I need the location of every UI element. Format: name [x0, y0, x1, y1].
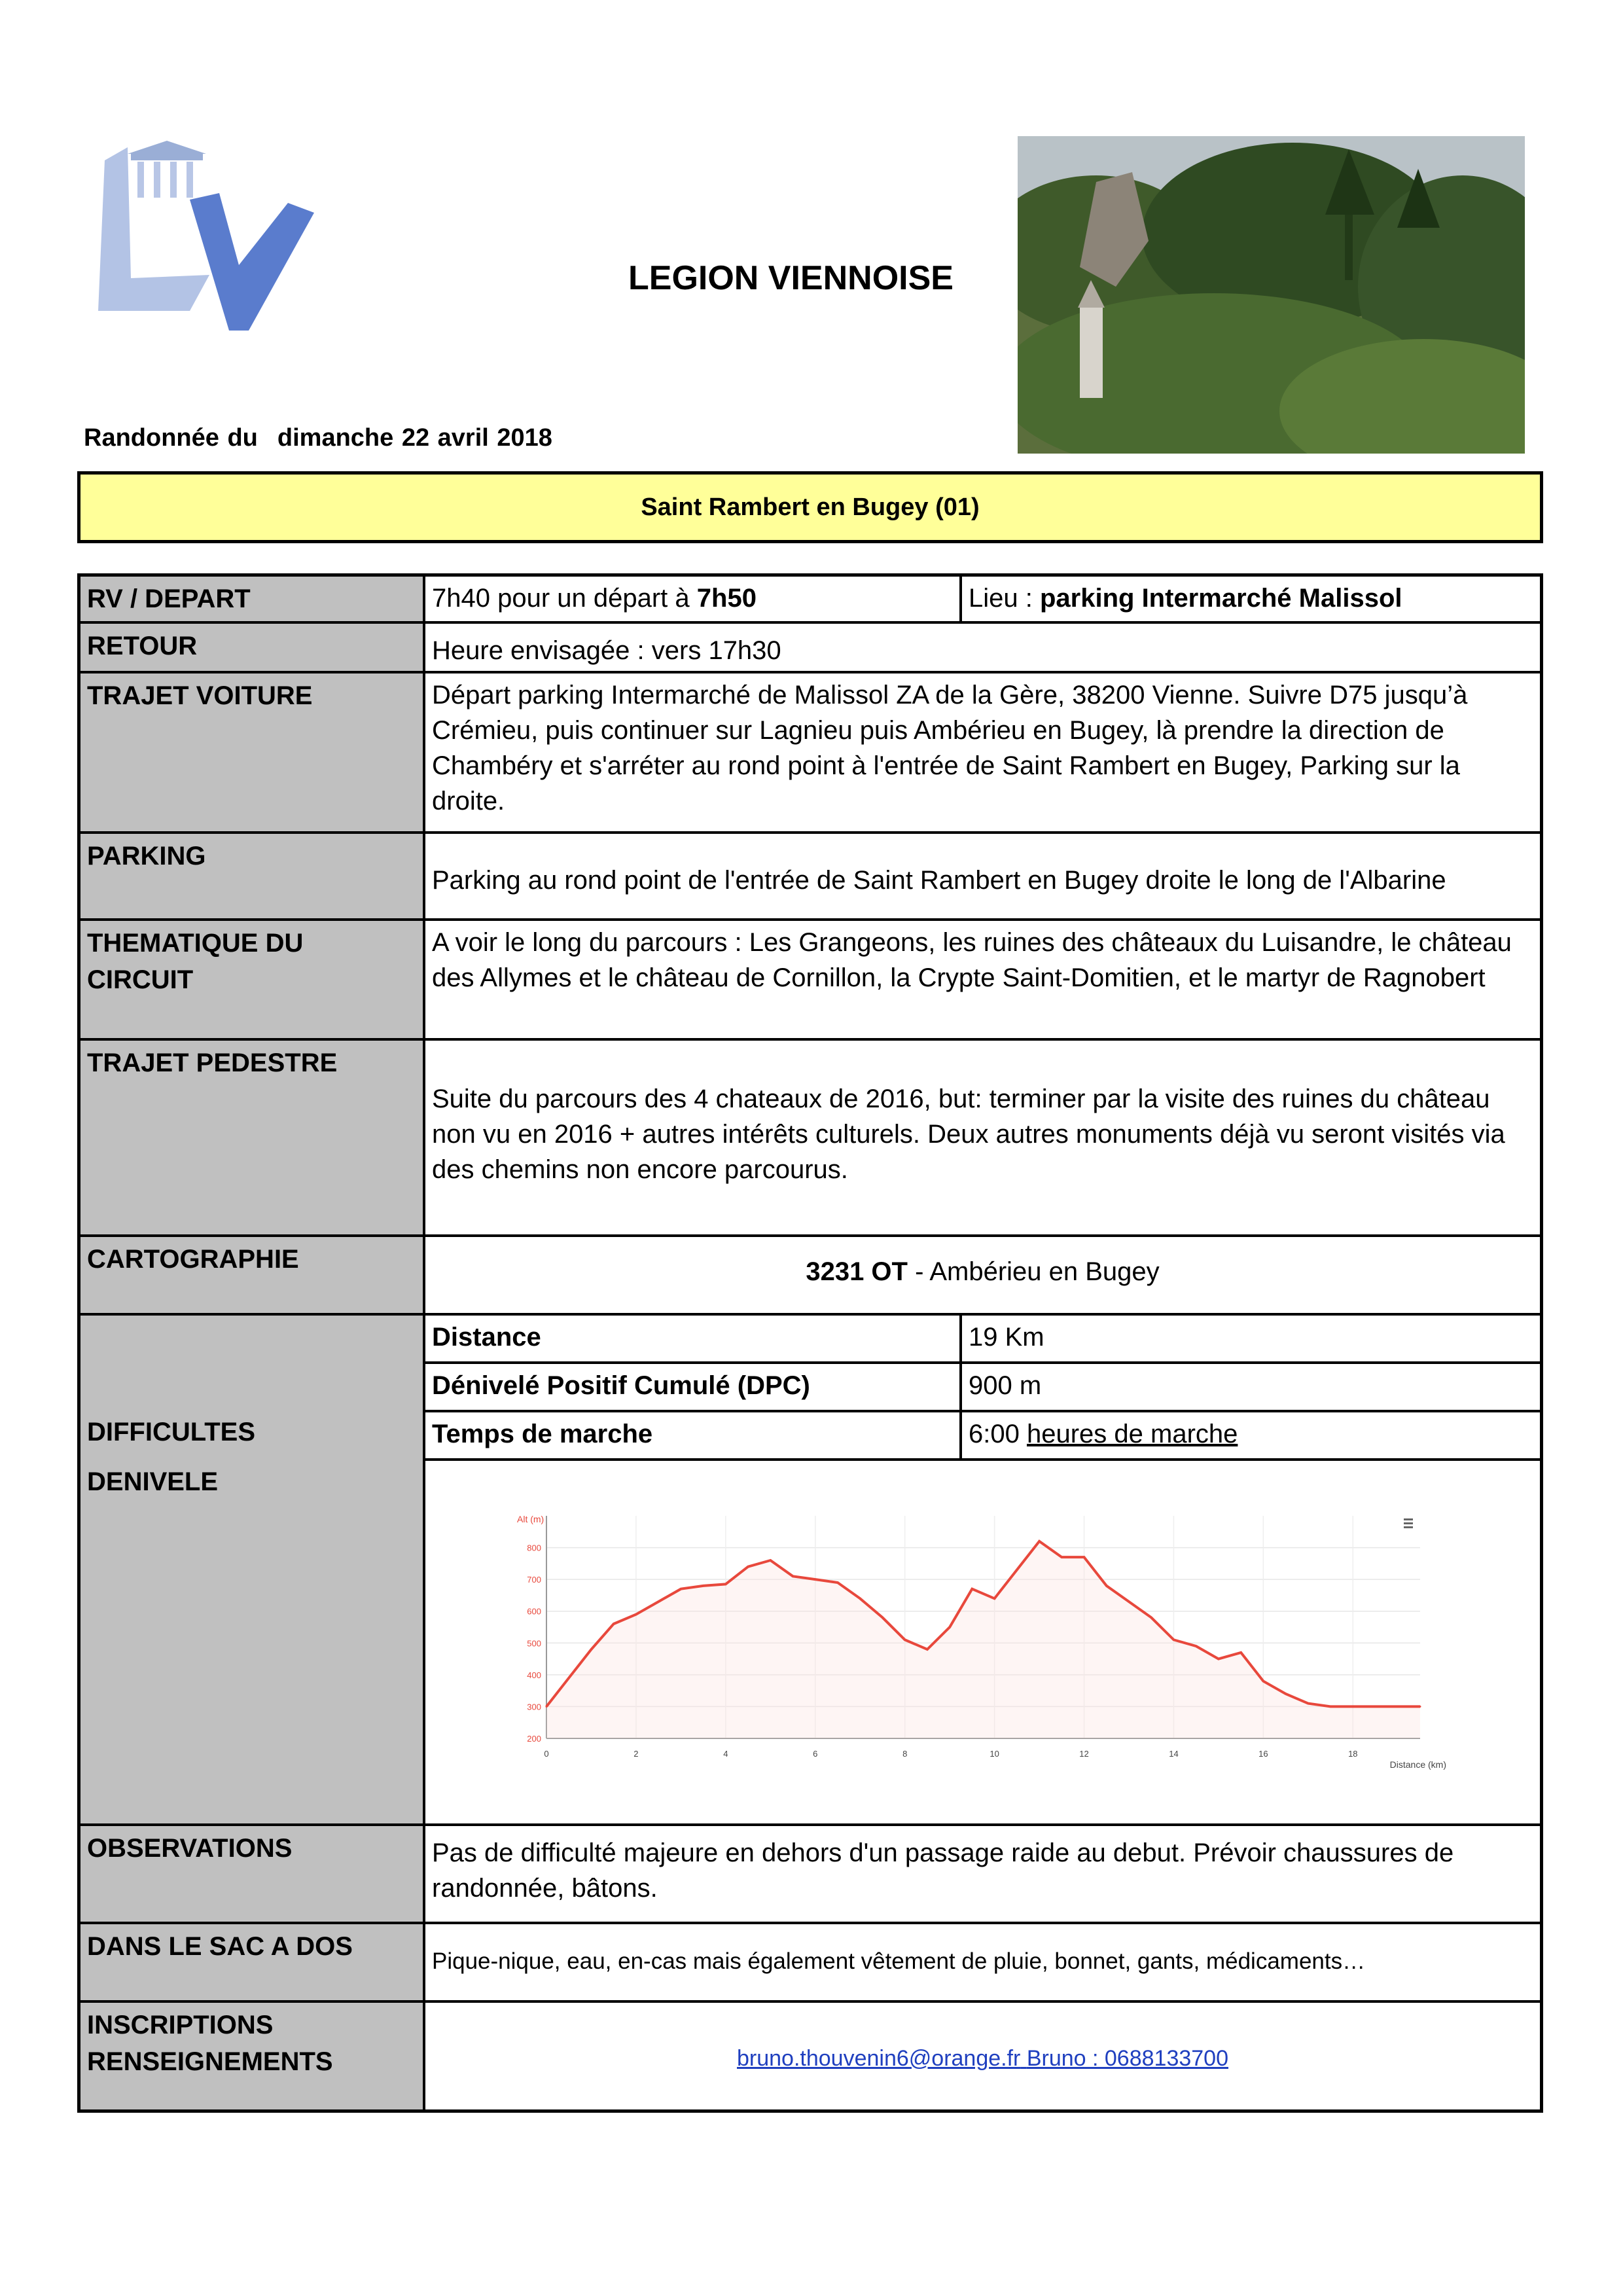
- label-thematique-line2: CIRCUIT: [87, 965, 194, 994]
- label-difficultes: [80, 1313, 423, 1823]
- cartographie-cell: [423, 1234, 1540, 1313]
- contact-phone-link[interactable]: Bruno : 0688133700: [1026, 2046, 1228, 2071]
- label-parking: [80, 831, 423, 918]
- y-tick-label: 800: [527, 1543, 541, 1553]
- elevation-point: [837, 1582, 839, 1584]
- dpc-value: 900 m: [969, 1371, 1042, 1400]
- elevation-point: [1240, 1651, 1242, 1653]
- label-retour: [80, 621, 423, 671]
- label-renseignements-line2: RENSEIGNEMENTS: [87, 2047, 333, 2076]
- elevation-point: [1173, 1639, 1175, 1641]
- elevation-point: [1061, 1556, 1063, 1558]
- elevation-point: [1128, 1601, 1130, 1603]
- x-tick-label: 8: [902, 1749, 908, 1759]
- trajet-voiture-value: Départ parking Intermarché de Malissol ZA de la Gère, 38200 Vienne. Suivre D75 jusqu’à Crémieu, puis continuer sur Lagnieu puis Ambérieu en Bugey, là prendre la direction de Chambéry et s'arréter au rond point à l'entrée de Saint Rambert en Bugey, Parking sur la droite.: [432, 681, 1468, 816]
- label-sac-text: DANS LE SAC A DOS: [87, 1932, 353, 1961]
- elevation-point: [1262, 1680, 1264, 1682]
- elevation-point: [792, 1575, 794, 1577]
- elevation-point: [568, 1677, 570, 1679]
- y-tick-label: 600: [527, 1606, 541, 1617]
- elevation-point: [1352, 1706, 1354, 1708]
- x-tick-label: 16: [1258, 1749, 1268, 1759]
- x-tick-label: 4: [723, 1749, 728, 1759]
- label-parking-text: PARKING: [87, 842, 206, 870]
- label-trajet-pedestre-text: TRAJET PEDESTRE: [87, 1049, 338, 1077]
- temps-suffix: heures de marche: [1026, 1420, 1238, 1448]
- y-tick-label: 500: [527, 1638, 541, 1649]
- map-name: - Ambérieu en Bugey: [915, 1257, 1160, 1286]
- elevation-point: [590, 1649, 592, 1651]
- contact-email-link[interactable]: bruno.thouvenin6@orange.fr: [737, 2046, 1021, 2071]
- chart-ylabel: Alt (m): [517, 1514, 544, 1524]
- label-cartographie: [80, 1234, 423, 1313]
- hike-title-box: [77, 471, 1543, 543]
- elevation-point: [1307, 1702, 1309, 1704]
- elevation-point: [613, 1623, 615, 1625]
- temps-label-cell: [423, 1410, 959, 1458]
- trajet-pedestre-cell: [423, 1038, 1540, 1234]
- x-tick-label: 6: [813, 1749, 818, 1759]
- observations-value: Pas de difficulté majeure en dehors d'un passage raide au debut. Prévoir chaussures de randonnée, bâtons.: [432, 1839, 1454, 1903]
- temps-label: Temps de marche: [432, 1420, 653, 1448]
- y-tick-label: 700: [527, 1575, 541, 1585]
- trajet-voiture-cell: [423, 671, 1540, 831]
- thematique-cell: [423, 918, 1540, 1038]
- x-tick-label: 0: [544, 1749, 549, 1759]
- label-trajet-voiture-text: TRAJET VOITURE: [87, 681, 313, 710]
- rv-place-prefix: Lieu :: [969, 584, 1033, 613]
- rv-time-prefix: 7h40 pour un départ à: [432, 584, 690, 613]
- dpc-label: Dénivelé Positif Cumulé (DPC): [432, 1371, 810, 1400]
- label-observations-text: OBSERVATIONS: [87, 1834, 293, 1863]
- elevation-point: [1397, 1706, 1399, 1708]
- rv-time-cell: [423, 577, 959, 621]
- elevation-area: [546, 1541, 1420, 1738]
- label-thematique: [80, 918, 423, 1038]
- elevation-point: [680, 1588, 682, 1590]
- trajet-pedestre-value: Suite du parcours des 4 chateaux de 2016, but: terminer par la visite des ruines du château non vu en 2016 + autres intérêts culturels. Deux autres monuments déjà vu seront visités via des chemins non encore parcourus.: [432, 1085, 1505, 1184]
- elevation-point: [904, 1639, 906, 1641]
- distance-label-cell: [423, 1313, 959, 1361]
- distance-label: Distance: [432, 1323, 541, 1352]
- rv-place-cell: [959, 577, 1540, 621]
- sac-cell: [423, 1922, 1540, 2000]
- elevation-point: [993, 1598, 995, 1600]
- elevation-point: [546, 1706, 548, 1708]
- elevation-point: [859, 1598, 861, 1600]
- elevation-point: [814, 1579, 816, 1581]
- elevation-point: [1150, 1617, 1152, 1619]
- label-trajet-voiture: [80, 671, 423, 831]
- chart-menu-icon: [1404, 1518, 1413, 1528]
- x-tick-label: 2: [633, 1749, 639, 1759]
- label-difficultes-line1: DIFFICULTES: [87, 1418, 256, 1446]
- observations-cell: [423, 1823, 1540, 1922]
- y-tick-label: 200: [527, 1734, 541, 1744]
- parking-cell: [423, 831, 1540, 918]
- label-inscriptions-line1: INSCRIPTIONS: [87, 2011, 274, 2039]
- hike-title: Saint Rambert en Bugey (01): [641, 493, 980, 521]
- label-observations: [80, 1823, 423, 1922]
- elevation-point: [702, 1585, 704, 1587]
- sac-value: Pique-nique, eau, en-cas mais également vêtement de pluie, bonnet, gants, médicaments…: [432, 1948, 1366, 1974]
- temps-value: 6:00: [969, 1420, 1020, 1448]
- elevation-point: [1374, 1706, 1376, 1708]
- elevation-point: [1083, 1556, 1085, 1558]
- elevation-point: [1016, 1569, 1018, 1571]
- label-thematique-line1: THEMATIQUE DU: [87, 929, 304, 958]
- label-cartographie-text: CARTOGRAPHIE: [87, 1245, 299, 1274]
- rv-time-value: 7h50: [696, 584, 757, 613]
- dpc-value-cell: [959, 1361, 1540, 1410]
- label-sac: [80, 1922, 423, 2000]
- date-value: dimanche 22 avril 2018: [277, 424, 552, 452]
- elevation-point: [926, 1649, 928, 1651]
- hike-info-table: [77, 573, 1543, 2113]
- y-tick-label: 300: [527, 1702, 541, 1712]
- label-retour-text: RETOUR: [87, 632, 198, 660]
- label-inscriptions: [80, 2000, 423, 2109]
- distance-value-cell: [959, 1313, 1540, 1361]
- label-denivele-line2: DENIVELE: [87, 1467, 219, 1496]
- elevation-point: [949, 1626, 951, 1628]
- x-tick-label: 14: [1169, 1749, 1179, 1759]
- chart-xlabel: Distance (km): [1389, 1759, 1446, 1770]
- label-trajet-pedestre: [80, 1038, 423, 1234]
- elevation-profile-cell: [423, 1458, 1540, 1823]
- x-tick-label: 10: [990, 1749, 999, 1759]
- thematique-value: A voir le long du parcours : Les Grangeons, les ruines des châteaux du Luisandre, le château des Allymes et le château de Cornillon, la Crypte Saint-Domitien, et le martyr de Ragnobert: [432, 928, 1512, 992]
- elevation-point: [971, 1588, 973, 1590]
- hike-date-line: [84, 424, 552, 452]
- elevation-point: [1195, 1645, 1197, 1647]
- parking-value: Parking au rond point de l'entrée de Saint Rambert en Bugey droite le long de l'Albarine: [432, 866, 1446, 895]
- elevation-point: [770, 1560, 772, 1562]
- temps-value-cell: [959, 1410, 1540, 1458]
- rv-place-value: parking Intermarché Malissol: [1039, 584, 1402, 613]
- distance-value: 19 Km: [969, 1323, 1044, 1352]
- elevation-point: [882, 1617, 883, 1619]
- org-title: LEGION VIENNOISE: [628, 259, 954, 297]
- elevation-point: [635, 1613, 637, 1615]
- label-rv-depart: [80, 577, 423, 621]
- elevation-point: [1217, 1658, 1219, 1660]
- castle-photo: [1018, 136, 1525, 454]
- dpc-label-cell: [423, 1361, 959, 1410]
- elevation-point: [1419, 1706, 1421, 1708]
- retour-cell: [423, 621, 1540, 671]
- map-code: 3231 OT: [806, 1257, 908, 1286]
- y-tick-label: 400: [527, 1670, 541, 1680]
- retour-value: Heure envisagée : vers 17h30: [432, 636, 781, 665]
- elevation-point: [1039, 1540, 1041, 1542]
- label-rv-depart-text: RV / DEPART: [87, 584, 251, 613]
- x-tick-label: 18: [1348, 1749, 1358, 1759]
- legion-viennoise-logo: [92, 141, 327, 337]
- elevation-point: [747, 1566, 749, 1568]
- date-label: Randonnée du: [84, 424, 258, 452]
- elevation-point: [724, 1583, 726, 1585]
- x-tick-label: 12: [1079, 1749, 1089, 1759]
- elevation-point: [658, 1601, 660, 1603]
- elevation-profile-chart: [517, 1503, 1446, 1778]
- elevation-point: [1330, 1706, 1332, 1708]
- elevation-point: [1285, 1693, 1287, 1695]
- elevation-point: [1105, 1585, 1107, 1587]
- inscriptions-cell: [423, 2000, 1540, 2109]
